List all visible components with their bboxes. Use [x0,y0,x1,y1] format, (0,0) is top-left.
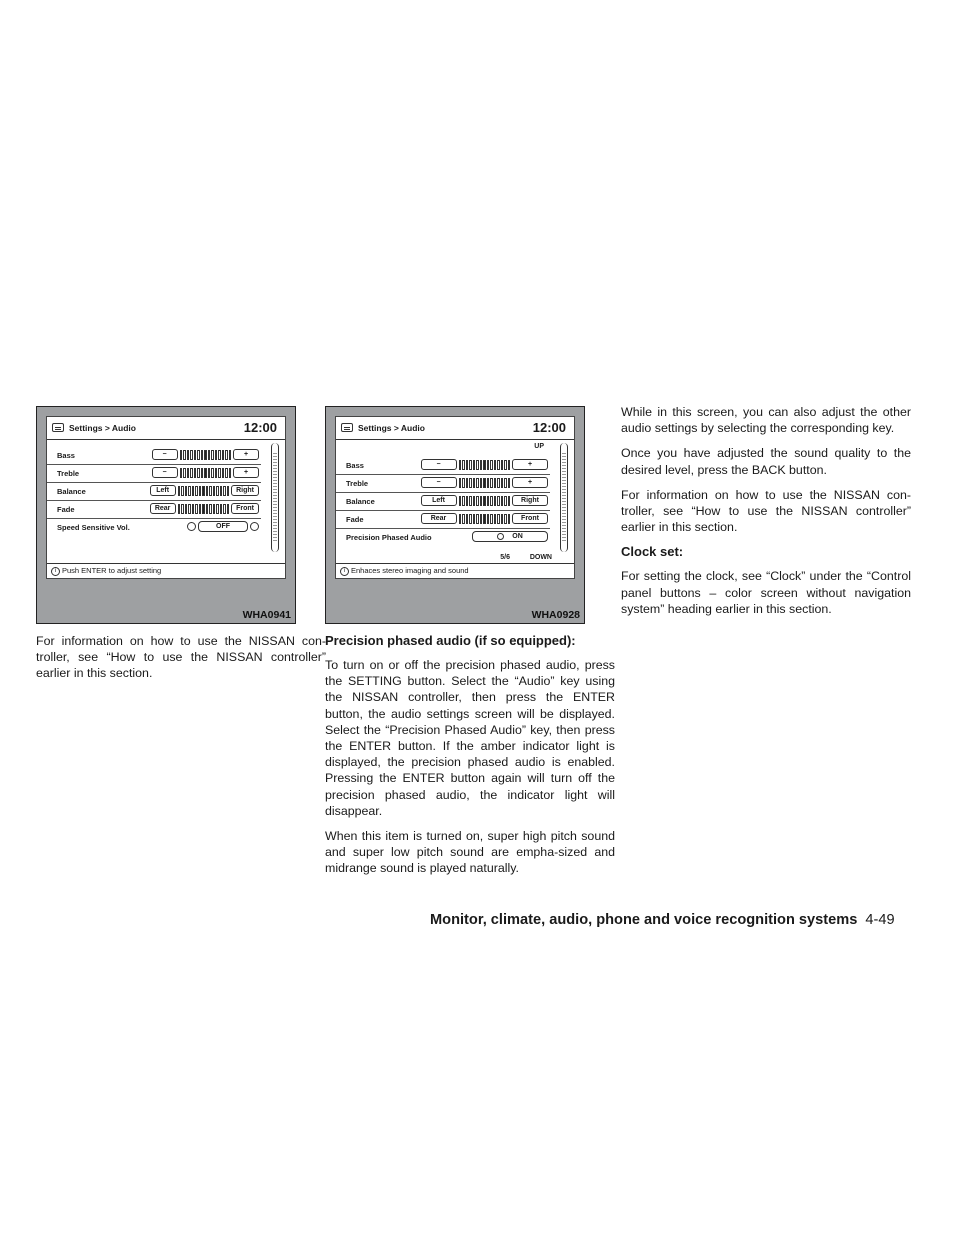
page-footer [430,912,930,928]
row-bass [47,447,261,465]
screen-title: Settings > Audio [69,423,136,433]
scroll-down-label[interactable]: DOWN [529,554,552,561]
rear-button[interactable]: Rear [421,513,457,524]
level-bars [178,504,230,514]
screen-footer [47,563,285,578]
row-bass [336,457,550,475]
paragraph: While in this screen, you can also adjust the other audio settings by selecting the corresponding key. [621,405,911,436]
level-bars [459,478,511,488]
row-label: Bass [346,461,364,470]
scrollbar[interactable] [560,443,568,552]
slider-control [421,513,549,524]
plus-circle-icon [250,522,259,531]
footer-section-title: Monitor, climate, audio, phone and voice recognition systems [430,912,858,928]
slider-control [150,503,259,514]
row-balance [47,483,261,501]
paragraph: When this item is turned on, super high pitch sound and super low pitch sound are empha-sized and midrange sound is played naturally. [325,829,615,876]
plus-button[interactable]: + [233,449,259,460]
scrollbar[interactable] [271,443,279,552]
scroll-up-label[interactable]: UP [534,443,544,450]
screen-hint: Push ENTER to adjust setting [62,566,162,575]
slider-control [421,459,549,470]
right-button[interactable]: Right [231,485,259,496]
screen-hint: Enhaces stereo imaging and sound [351,566,469,575]
level-bars [178,486,230,496]
page-indicator: 5/6 [500,554,510,561]
toggle-control [187,521,259,532]
minus-button[interactable]: − [421,459,457,470]
level-bars [180,468,232,478]
front-button[interactable]: Front [231,503,259,514]
paragraph: For setting the clock, see “Clock” under the “Control panel buttons – color screen without navigation system” heading earlier in this section. [621,569,911,616]
slider-control [421,495,549,506]
row-fade [47,501,261,519]
figure-wha0928 [325,406,585,624]
row-label: Precision Phased Audio [346,533,432,542]
plus-button[interactable]: + [512,459,548,470]
paragraph: For information on how to use the NISSAN con-troller, see “How to use the NISSAN controller” earlier in this section. [621,487,911,535]
menu-icon [341,423,353,432]
figure-id: WHA0928 [531,609,580,621]
row-label: Balance [57,487,86,496]
paragraph: Once you have adjusted the sound quality to the desired level, press the BACK button. [621,446,911,477]
toggle-control [472,531,548,542]
minus-button[interactable]: − [152,467,178,478]
indicator-light-icon [497,533,504,540]
right-button[interactable]: Right [512,495,548,506]
screen-header [336,417,574,440]
paragraph: For information on how to use the NISSAN con-troller, see “How to use the NISSAN controller” earlier in this section. [36,634,326,681]
audio-settings-screen [46,416,286,579]
figure-id: WHA0941 [242,609,291,621]
menu-icon [52,423,64,432]
info-icon: i [51,567,60,576]
row-label: Treble [57,469,80,478]
rear-button[interactable]: Rear [150,503,176,514]
level-bars [459,496,511,506]
page-number: 4-49 [865,912,895,928]
slider-control [152,467,260,478]
screen-clock: 12:00 [532,420,566,435]
screen-header [47,417,285,440]
radio-indicator-icon [187,522,196,531]
screen-title: Settings > Audio [358,423,425,433]
column-1 [36,406,326,691]
minus-button[interactable]: − [421,477,457,488]
minus-button[interactable]: − [152,449,178,460]
screen-clock: 12:00 [243,420,277,435]
slider-control [150,485,259,496]
plus-button[interactable]: + [512,477,548,488]
row-label: Bass [57,451,75,460]
slider-control [421,477,549,488]
row-label: Balance [346,497,375,506]
slider-control [152,449,260,460]
row-label: Fade [57,505,75,514]
toggle-label: ON [512,533,523,540]
left-button[interactable]: Left [150,485,176,496]
front-button[interactable]: Front [512,513,548,524]
speed-sensitive-toggle[interactable]: OFF [198,521,248,532]
level-bars [459,514,511,524]
row-precision-phased-audio [336,529,550,546]
row-treble [47,465,261,483]
info-icon: i [340,567,349,576]
column-2 [325,406,615,886]
section-heading: Precision phased audio (if so equipped): [325,633,576,648]
left-button[interactable]: Left [421,495,457,506]
row-label: Speed Sensitive Vol. [57,523,130,532]
row-balance [336,493,550,511]
settings-rows [47,447,267,536]
precision-phased-audio-toggle[interactable] [472,531,548,542]
level-bars [459,460,511,470]
audio-settings-screen [335,416,575,579]
plus-button[interactable]: + [233,467,259,478]
settings-rows [336,457,556,546]
level-bars [180,450,232,460]
screen-footer [336,563,574,578]
column-3 [621,404,911,626]
figure-wha0941 [36,406,296,624]
row-treble [336,475,550,493]
row-label: Treble [346,479,369,488]
paragraph: To turn on or off the precision phased audio, press the SETTING button. Select the “Audio” key using the NISSAN controller, then press the ENTER button, the audio settings screen will be displayed. Select the “Precision Phased Audio” key, then press the ENTER button. If the amber indicator light is displayed, the precision phased audio is enabled. Pressing the ENTER button again will turn off the precision phased audio, the indicator light will disappear. [325,658,615,818]
section-heading: Clock set: [621,544,684,560]
row-label: Fade [346,515,364,524]
row-speed-sensitive [47,519,261,536]
row-fade [336,511,550,529]
